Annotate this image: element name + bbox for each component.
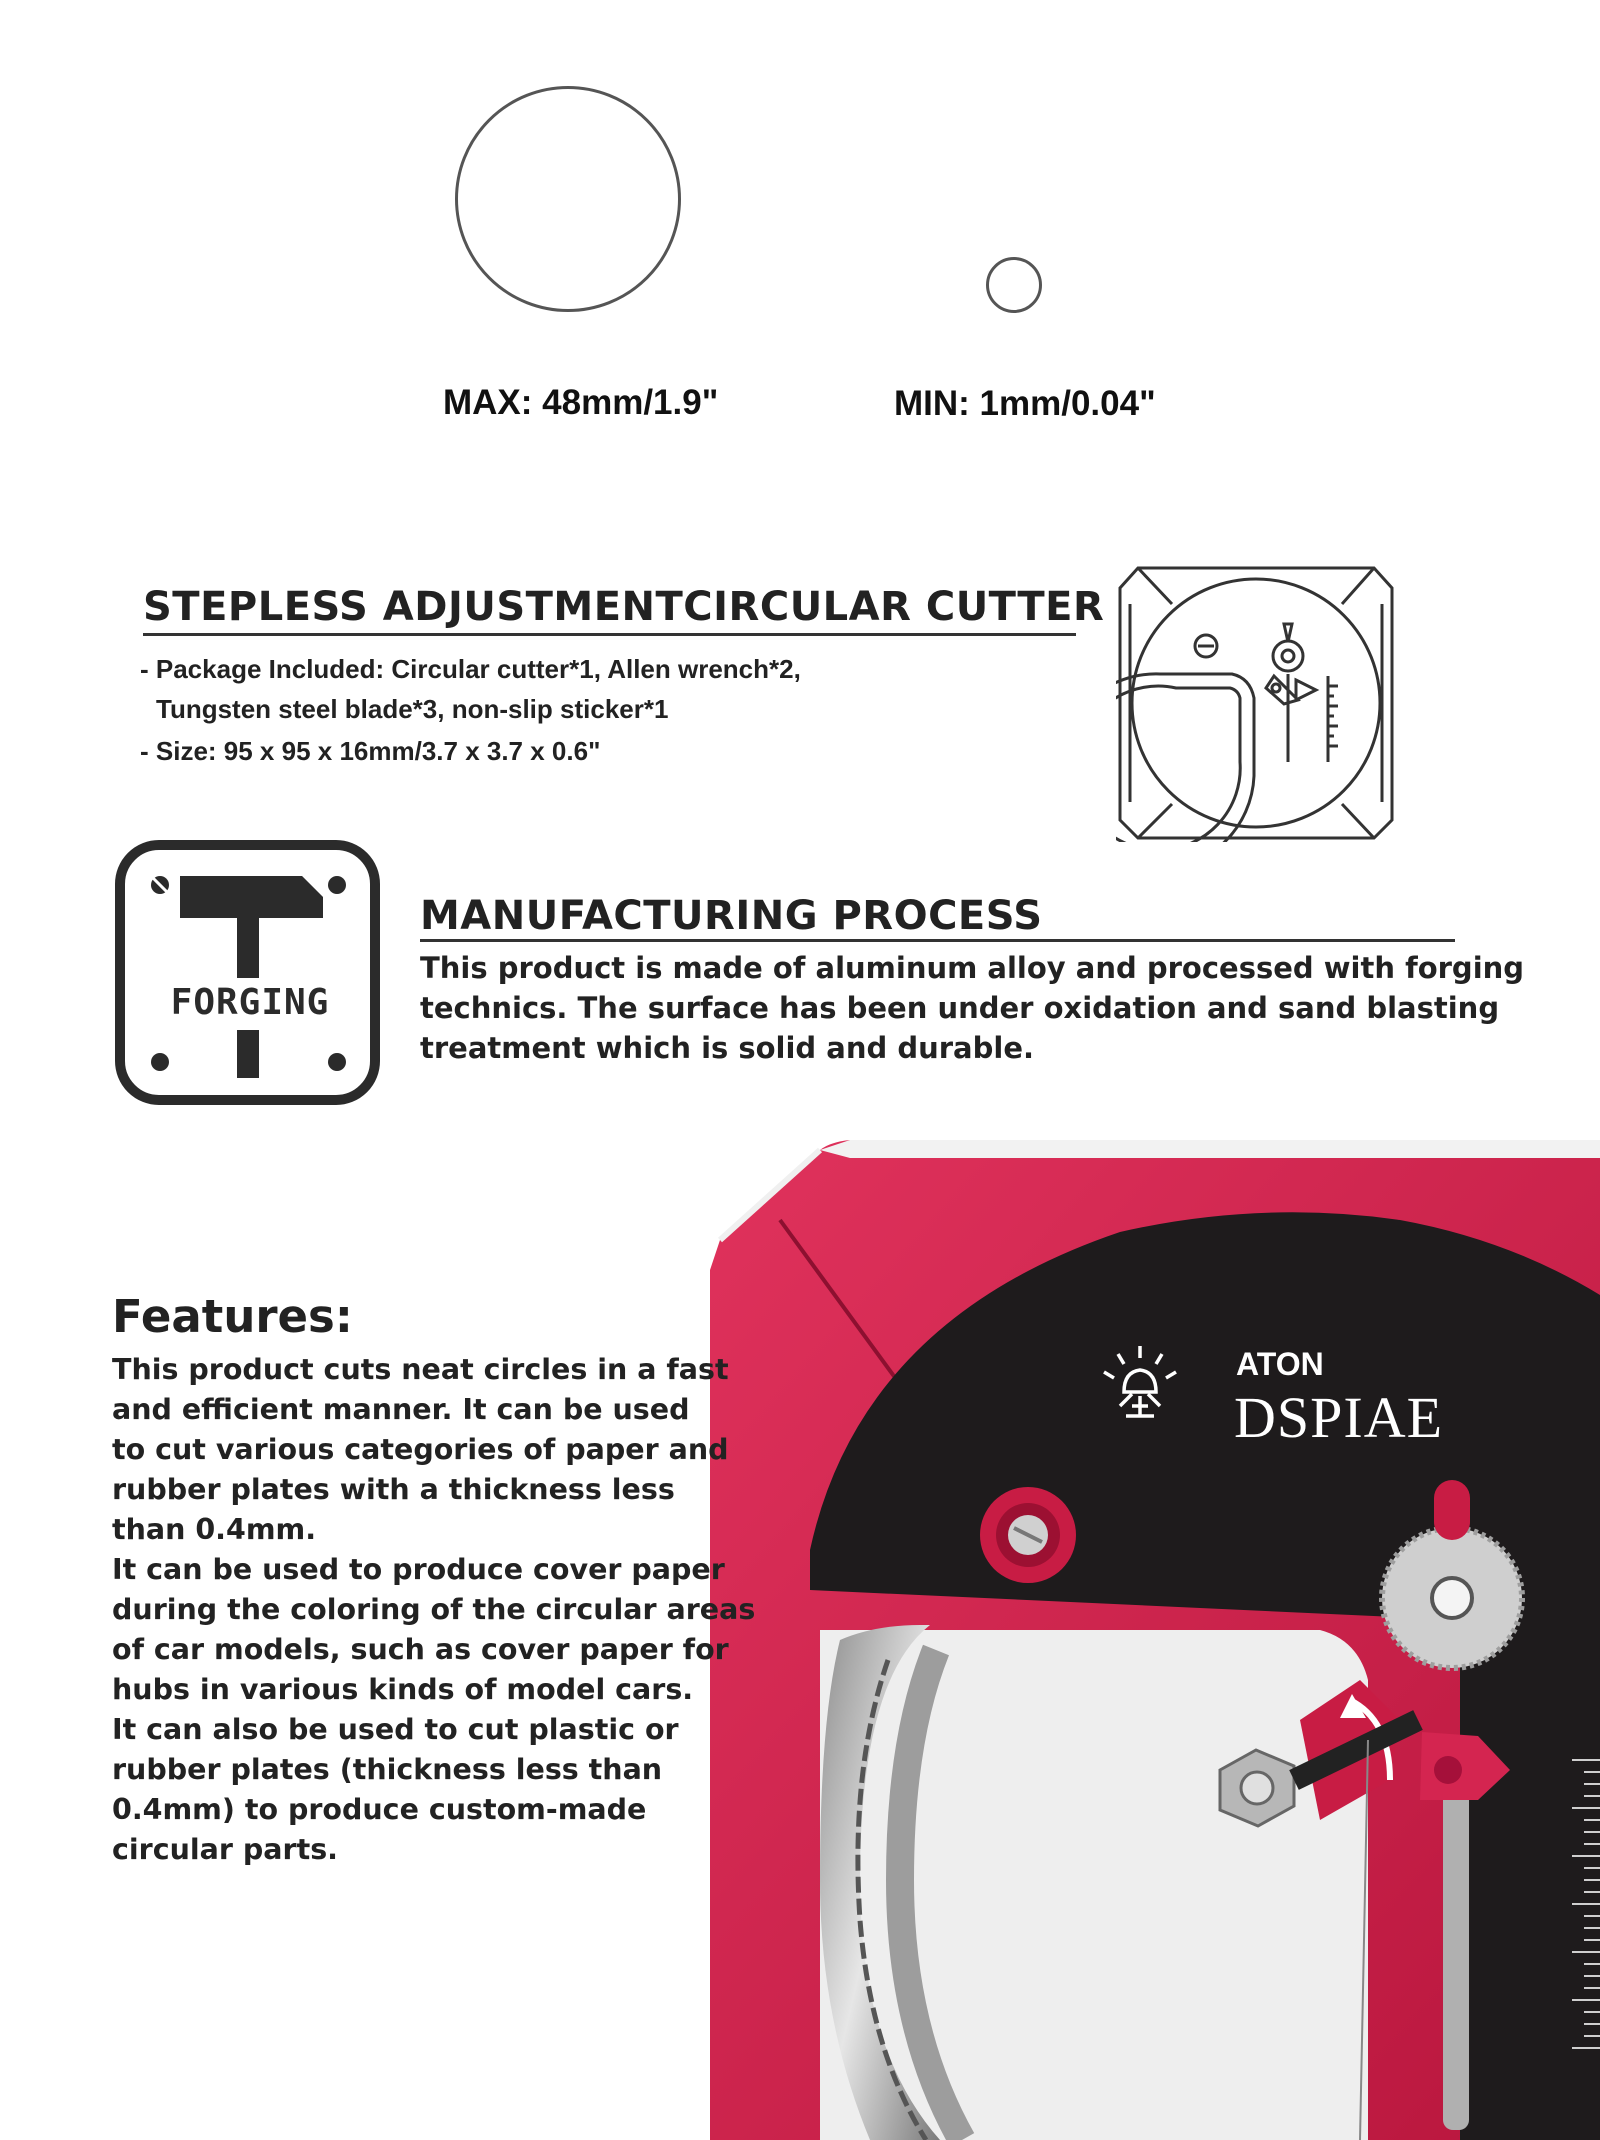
- features-line: than 0.4mm.: [112, 1513, 317, 1546]
- features-line: circular parts.: [112, 1833, 338, 1866]
- features-line: rubber plates with a thickness less: [112, 1473, 675, 1506]
- manufacturing-description: [420, 948, 1524, 1068]
- forging-badge-label: FORGING: [155, 982, 345, 1023]
- package-included-line: - Package Included: Circular cutter*1, Allen wrench*2,: [140, 654, 801, 684]
- size-line: - Size: 95 x 95 x 16mm/3.7 x 3.7 x 0.6": [140, 736, 601, 766]
- brand-top-label: ATON: [1236, 1346, 1324, 1382]
- features-line: hubs in various kinds of model cars.: [112, 1673, 694, 1706]
- features-line: and efficient manner. It can be used: [112, 1393, 690, 1426]
- features-line: to cut various categories of paper and: [112, 1433, 729, 1466]
- product-title: STEPLESS ADJUSTMENTCIRCULAR CUTTER: [143, 584, 1105, 630]
- features-line: It can also be used to cut plastic or: [112, 1713, 679, 1746]
- features-line: during the coloring of the circular areas: [112, 1593, 756, 1626]
- features-line: rubber plates (thickness less than: [112, 1753, 663, 1786]
- manufacturing-line: This product is made of aluminum alloy and processed with forging: [420, 951, 1525, 985]
- max-size-circle-icon: [455, 86, 681, 312]
- brand-main-label: DSPIAE: [1234, 1385, 1444, 1450]
- manufacturing-title-underline: [420, 939, 1455, 942]
- circular-cutter-diagram-icon: [1116, 564, 1396, 842]
- features-line: 0.4mm) to produce custom-made: [112, 1793, 647, 1826]
- forging-hammer-icon: [115, 840, 380, 1105]
- manufacturing-line: technics. The surface has been under oxidation and sand blasting: [420, 991, 1500, 1025]
- package-included-line-2: Tungsten steel blade*3, non-slip sticker*1: [156, 694, 669, 724]
- features-line: of car models, such as cover paper for: [112, 1633, 729, 1666]
- product-photo: [700, 1120, 1600, 2140]
- features-line: It can be used to produce cover paper: [112, 1553, 725, 1586]
- manufacturing-line: treatment which is solid and durable.: [420, 1031, 1035, 1065]
- features-description: [112, 1350, 755, 1870]
- min-size-circle-icon: [986, 257, 1042, 313]
- min-size-label: MIN: 1mm/0.04": [894, 384, 1156, 423]
- product-title-underline: [143, 633, 1076, 636]
- manufacturing-title: MANUFACTURING PROCESS: [420, 893, 1043, 939]
- features-title: Features:: [112, 1290, 353, 1343]
- max-size-label: MAX: 48mm/1.9": [443, 383, 719, 422]
- features-line: This product cuts neat circles in a fast: [112, 1353, 729, 1386]
